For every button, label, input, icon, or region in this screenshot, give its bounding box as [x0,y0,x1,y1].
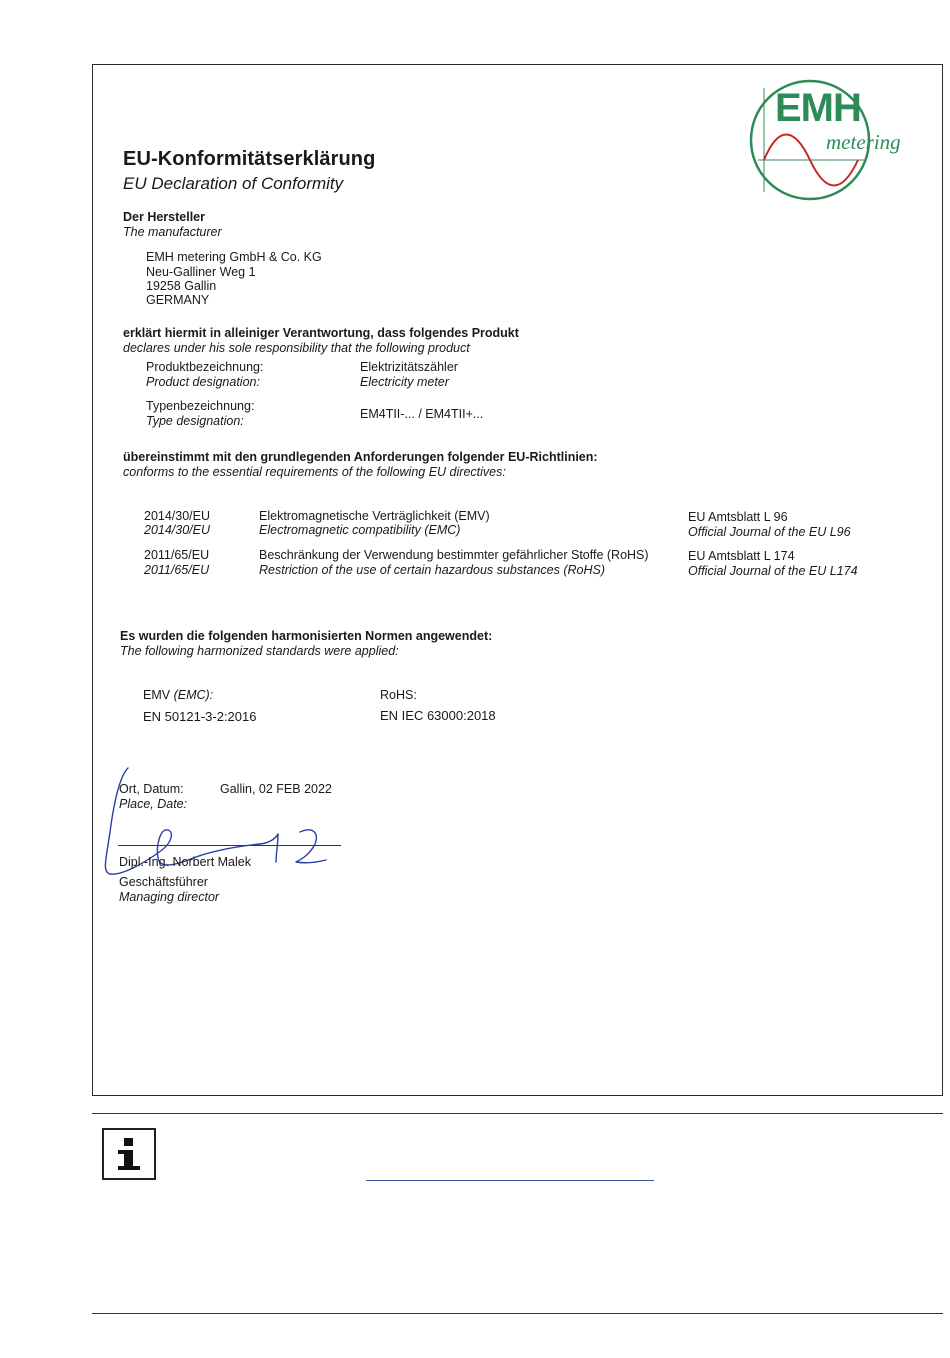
emv-label-row [143,688,213,702]
directive-code-en: 2014/30/EU [144,523,211,537]
handwritten-signature [100,762,340,892]
signer-role-de: Geschäftsführer [119,875,208,889]
emv-label: EMV [143,688,171,702]
directive-name-en: Restriction of the use of certain hazardous substances (RoHS) [259,563,606,577]
conforms-en: conforms to the essential requirements of the following EU directives: [123,465,506,479]
address-line: EMH metering GmbH & Co. KG [146,250,322,264]
logo-small-text: metering [826,130,901,154]
standards-heading-de: Es wurden die folgenden harmonisierten Normen angewendet: [120,629,493,643]
rohs-label: RoHS: [380,688,417,702]
type-label-de: Typenbezeichnung: [146,399,255,413]
standards-heading-en: The following harmonized standards were applied: [120,644,399,658]
info-icon [102,1128,156,1180]
title-en: EU Declaration of Conformity [123,174,344,193]
directive-code-en: 2011/65/EU [144,563,210,577]
address-line: 19258 Gallin [146,279,217,293]
info-section-top-rule [92,1113,943,1114]
address-line: GERMANY [146,293,210,307]
emh-logo [748,78,918,202]
product-label-de: Produktbezeichnung: [146,360,264,374]
emv-value: EN 50121-3-2:2016 [143,709,257,724]
declaration-frame [92,64,943,1096]
rohs-value: EN IEC 63000:2018 [380,708,496,723]
logo-big-text: EMH [775,86,861,130]
signer-name: Dipl.-Ing. Norbert Malek [119,855,251,869]
address-line: Neu-Galliner Weg 1 [146,265,256,279]
place-label-de: Ort, Datum: [119,782,184,796]
place-label-en: Place, Date: [119,797,188,811]
declares-de: erklärt hiermit in alleiniger Verantwortung, dass folgendes Produkt [123,326,519,340]
product-value-en: Electricity meter [360,375,449,389]
directive-code-de: 2011/65/EU [144,548,210,562]
manufacturer-heading-de: Der Hersteller [123,210,205,224]
emc-label: (EMC): [173,688,214,702]
declares-en: declares under his sole responsibility that the following product [123,341,470,355]
directive-code-de: 2014/30/EU [144,509,211,523]
info-section-bottom-rule [92,1313,943,1314]
manufacturer-heading-en: The manufacturer [123,225,222,239]
type-value: EM4TII-... / EM4TII+... [360,407,484,421]
directive-name-de: Beschränkung der Verwendung bestimmter gefährlicher Stoffe (RoHS) [259,548,649,562]
directive-journal-de: EU Amtsblatt L 96 [688,510,788,524]
directive-journal-en: Official Journal of the EU L174 [688,564,858,578]
product-value-de: Elektrizitätszähler [360,360,458,374]
place-value: Gallin, 02 FEB 2022 [220,782,332,796]
type-label-en: Type designation: [146,414,244,428]
directive-journal-en: Official Journal of the EU L96 [688,525,851,539]
directive-name-en: Electromagnetic compatibility (EMC) [259,523,461,537]
info-icon-glyph [104,1130,154,1178]
conforms-de: übereinstimmt mit den grundlegenden Anforderungen folgender EU-Richtlinien: [123,450,598,464]
product-label-en: Product designation: [146,375,260,389]
signer-role-en: Managing director [119,890,220,904]
info-link-underline[interactable] [366,1180,654,1181]
directive-journal-de: EU Amtsblatt L 174 [688,549,795,563]
directive-name-de: Elektromagnetische Verträglichkeit (EMV) [259,509,490,523]
title-de: EU-Konformitätserklärung [123,148,376,170]
